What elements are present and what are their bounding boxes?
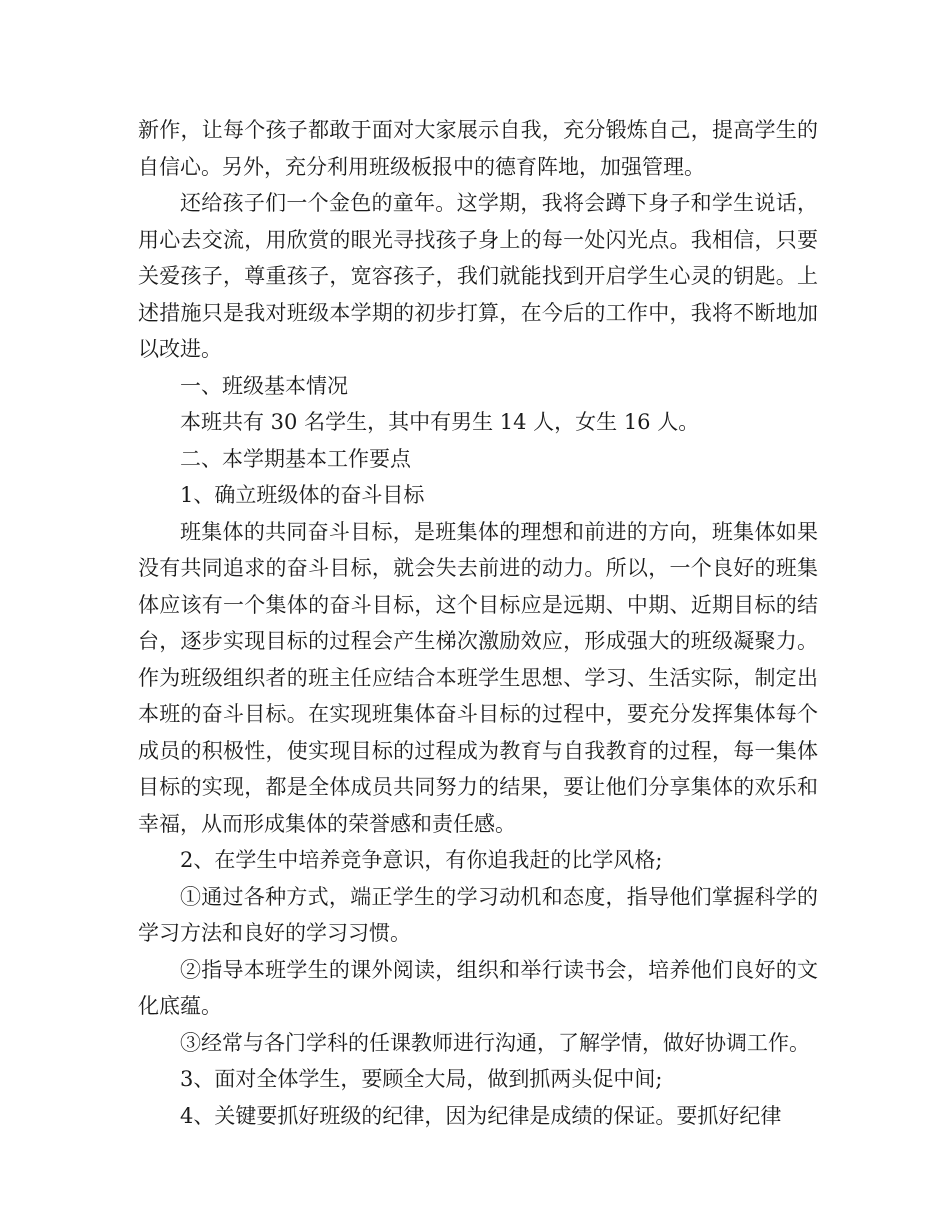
list-item-3: ③经常与各门学科的任课教师进行沟通，了解学情，做好协调工作。 <box>180 1030 810 1055</box>
section-heading-1: 一、班级基本情况 <box>180 373 348 398</box>
list-item-1: ①通过各种方式，端正学生的学习动机和态度，指导他们掌握科学的学习方法和良好的学习习惯。 <box>138 884 818 945</box>
paragraph-2: 还给孩子们一个金色的童年。这学期，我将会蹲下身子和学生说话，用心去交流，用欣赏的眼光寻找孩子身上的每一处闪光点。我相信，只要关爱孩子，尊重孩子，宽容孩子，我们就能找到开启学生心灵的钥匙。上述措施只是我对班级本学期的初步打算，在今后的工作中，我将不断地加以改进。 <box>138 191 818 361</box>
paragraph-class-info: 本班共有 30 名学生，其中有男生 14 人，女生 16 人。 <box>180 410 700 434</box>
subheading-4: 4、关键要抓好班级的纪律，因为纪律是成绩的保证。要抓好纪律 <box>180 1103 782 1128</box>
subheading-3: 3、面对全体学生，要顾全大局，做到抓两头促中间; <box>180 1067 663 1091</box>
paragraph-goals: 班集体的共同奋斗目标，是班集体的理想和前进的方向，班集体如果没有共同追求的奋斗目标，就会失去前进的动力。所以，一个良好的班集体应该有一个集体的奋斗目标，这个目标应是远期、中期、近期目标的结台，逐步实现目标的过程会产生梯次激励效应，形成强大的班级凝聚力。作为班级组织者的班主任应结合本班学生思想、学习、生活实际，制定出本班的奋斗目标。在实现班集体奋斗目标的过程中，要充分发挥集体每个成员的积极性，使实现目标的过程成为教育与自我教育的过程，每一集体目标的实现，都是全体成员共同努力的结果，要让他们分享集体的欢乐和幸福，从而形成集体的荣誉感和责任感。 <box>138 519 818 836</box>
paragraph-1: 新作，让每个孩子都敢于面对大家展示自我，充分锻炼自己，提高学生的自信心。另外，充分利用班级板报中的德育阵地，加强管理。 <box>138 118 818 179</box>
subheading-1: 1、确立班级体的奋斗目标 <box>180 483 425 507</box>
document-body <box>138 112 818 1134</box>
subheading-2: 2、在学生中培养竞争意识，有你追我赶的比学风格; <box>180 848 663 872</box>
list-item-2: ②指导本班学生的课外阅读，组织和举行读书会，培养他们良好的文化底蕴。 <box>138 957 818 1018</box>
section-heading-2: 二、本学期基本工作要点 <box>180 446 411 471</box>
